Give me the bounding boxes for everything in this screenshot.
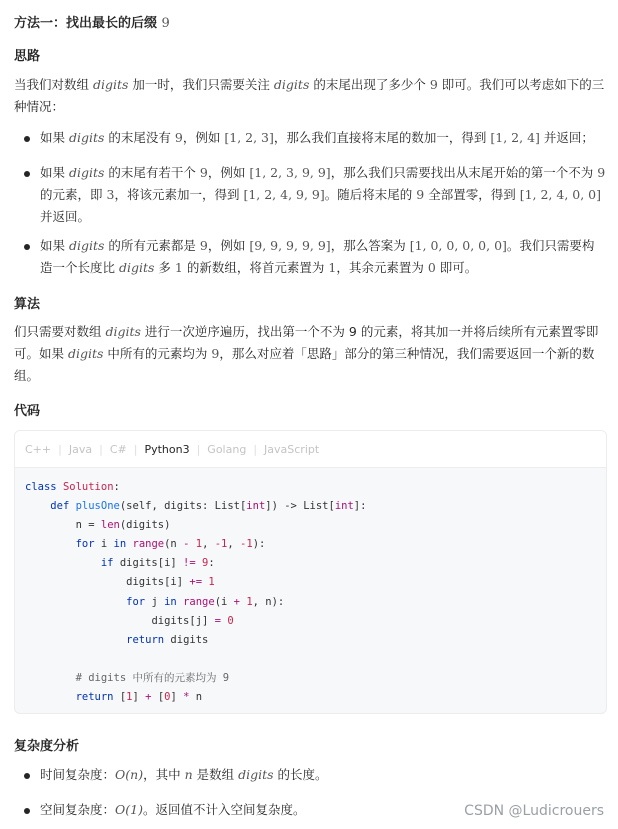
code-token: ] [170, 691, 184, 704]
code-block [15, 468, 606, 714]
code-token: range [132, 538, 165, 551]
tab-javascript[interactable]: JavaScript [264, 442, 320, 456]
case-some-nines: 如果 digits 的末尾有若干个 9，例如 [1, 2, 3, 9, 9]，那么我们只需要找出从末尾开始的第一个不为 9 的元素，即 3，将该元素加一，得到 [1, 2, 4, 9, 9]。随后将末尾的 9 全部置零，得到 [1, 2, 4, 0, 0] 并返回。 [24, 162, 606, 228]
code-token: 0 [164, 691, 171, 704]
code-token: len [100, 519, 120, 532]
code-token: for [75, 538, 101, 551]
code-token: return [75, 691, 120, 704]
tab-python3[interactable]: Python3 [144, 442, 190, 456]
time-complexity: 时间复杂度：O(n)，其中 n 是数组 digits 的长度。 [24, 764, 606, 786]
space-complexity: 空间复杂度：O(1)。返回值不计入空间复杂度。 [24, 799, 606, 821]
code-token: (self, digits: List[ [119, 500, 247, 513]
code-token: 1 [208, 576, 215, 589]
language-tabs: C++ | Java | C# | Python3 | Golang | JavaScript [15, 431, 606, 468]
code-token: ]) -> List[ [265, 500, 335, 513]
code-token: in [113, 538, 133, 551]
code-token: def [50, 500, 76, 513]
code-token: Solution [62, 481, 114, 493]
csdn-watermark: CSDN @Ludicrouers [464, 803, 604, 819]
code-token: (n [164, 538, 184, 551]
case-all-nines: 如果 digits 的所有元素都是 9，例如 [9, 9, 9, 9, 9]，那么答案为 [1, 0, 0, 0, 0, 0]。我们只需要构造一个长度比 digits 多 1 的新数组，将首元素置为 1，其余元素置为 0 即可。 [24, 235, 606, 279]
code-token: # digits 中所有的元素均为 9 [75, 671, 230, 684]
code-token: range [183, 595, 215, 608]
code-token: digits[j] [151, 614, 215, 627]
code-token: : [208, 557, 215, 570]
code-token: class [25, 481, 63, 493]
code-token: = [214, 614, 228, 627]
code-token: + [145, 691, 158, 704]
code-token: digits[i] [126, 576, 190, 589]
code-token: plusOne [75, 500, 120, 513]
code-token: , [227, 538, 241, 551]
tab-java[interactable]: Java [68, 442, 93, 456]
code-token: -1 [240, 538, 253, 551]
tab-csharp[interactable]: C# [109, 442, 127, 456]
code-token: digits [170, 633, 209, 646]
code-token: return [126, 633, 171, 646]
code-token: ]: [353, 500, 367, 513]
code-token: int [334, 500, 354, 513]
method-title: 方法一：找出最长的后缀 9 [14, 16, 170, 31]
bullet-dot [24, 808, 30, 814]
code-token: n [195, 691, 203, 704]
code-token: 1 [195, 538, 203, 551]
tab-golang[interactable]: Golang [207, 442, 247, 456]
code-token: : [113, 481, 120, 493]
code-token: 0 [227, 614, 234, 627]
code-token: , n): [252, 595, 285, 608]
section-complexity: 复杂度分析 [14, 739, 80, 754]
algorithm-paragraph: 们只需要对数组 digits 进行一次逆序遍历，找出第一个不为 9 的元素，将其加一并将后续所有元素置零即可。如果 digits 中所有的元素均为 9，那么对应着「思路」部分的第三种情况，我们需要返回一个新的数组。 [14, 324, 599, 383]
code-token: ): [252, 538, 266, 551]
code-token: 9 [202, 557, 209, 570]
section-algorithm: 算法 [14, 297, 41, 312]
code-token: - [183, 538, 196, 551]
code-token: += [189, 576, 209, 589]
code-token: 1 [246, 595, 253, 608]
code-token: + [233, 595, 247, 608]
intro-paragraph: 当我们对数组 digits 加一时，我们只需要关注 digits 的末尾出现了多少个 9 即可。我们可以考虑如下的三种情况： [14, 77, 605, 114]
code-token: digits[i] [119, 557, 184, 570]
code-token: for [126, 595, 152, 608]
code-token: [ [157, 691, 165, 704]
code-token: if [100, 557, 120, 570]
bullet-dot [24, 136, 30, 142]
code-token: -1 [214, 538, 228, 551]
code-token: in [164, 595, 184, 608]
code-token: int [246, 500, 266, 513]
code-token: (i [214, 595, 234, 608]
bullet-dot [24, 171, 30, 177]
section-code: 代码 [14, 404, 41, 419]
case-no-nine: 如果 digits 的末尾没有 9，例如 [1, 2, 3]，那么我们直接将末尾的数加一，得到 [1, 2, 4] 并返回； [24, 127, 606, 149]
bullet-dot [24, 773, 30, 779]
code-token: * [183, 691, 196, 704]
code-card [14, 430, 607, 714]
code-token: (digits) [119, 519, 171, 532]
bullet-dot [24, 244, 30, 250]
code-token: n = [75, 519, 101, 532]
section-thinking: 思路 [14, 49, 41, 64]
code-token: [ [119, 691, 127, 704]
code-token: i [100, 538, 114, 551]
title-nine: 9 [161, 16, 170, 31]
code-token: , [202, 538, 215, 551]
code-token: ] [132, 691, 146, 704]
tab-cpp[interactable]: C++ [25, 442, 52, 456]
code-token: 1 [126, 691, 133, 704]
code-token: != [183, 557, 203, 570]
code-token: j [151, 595, 165, 608]
